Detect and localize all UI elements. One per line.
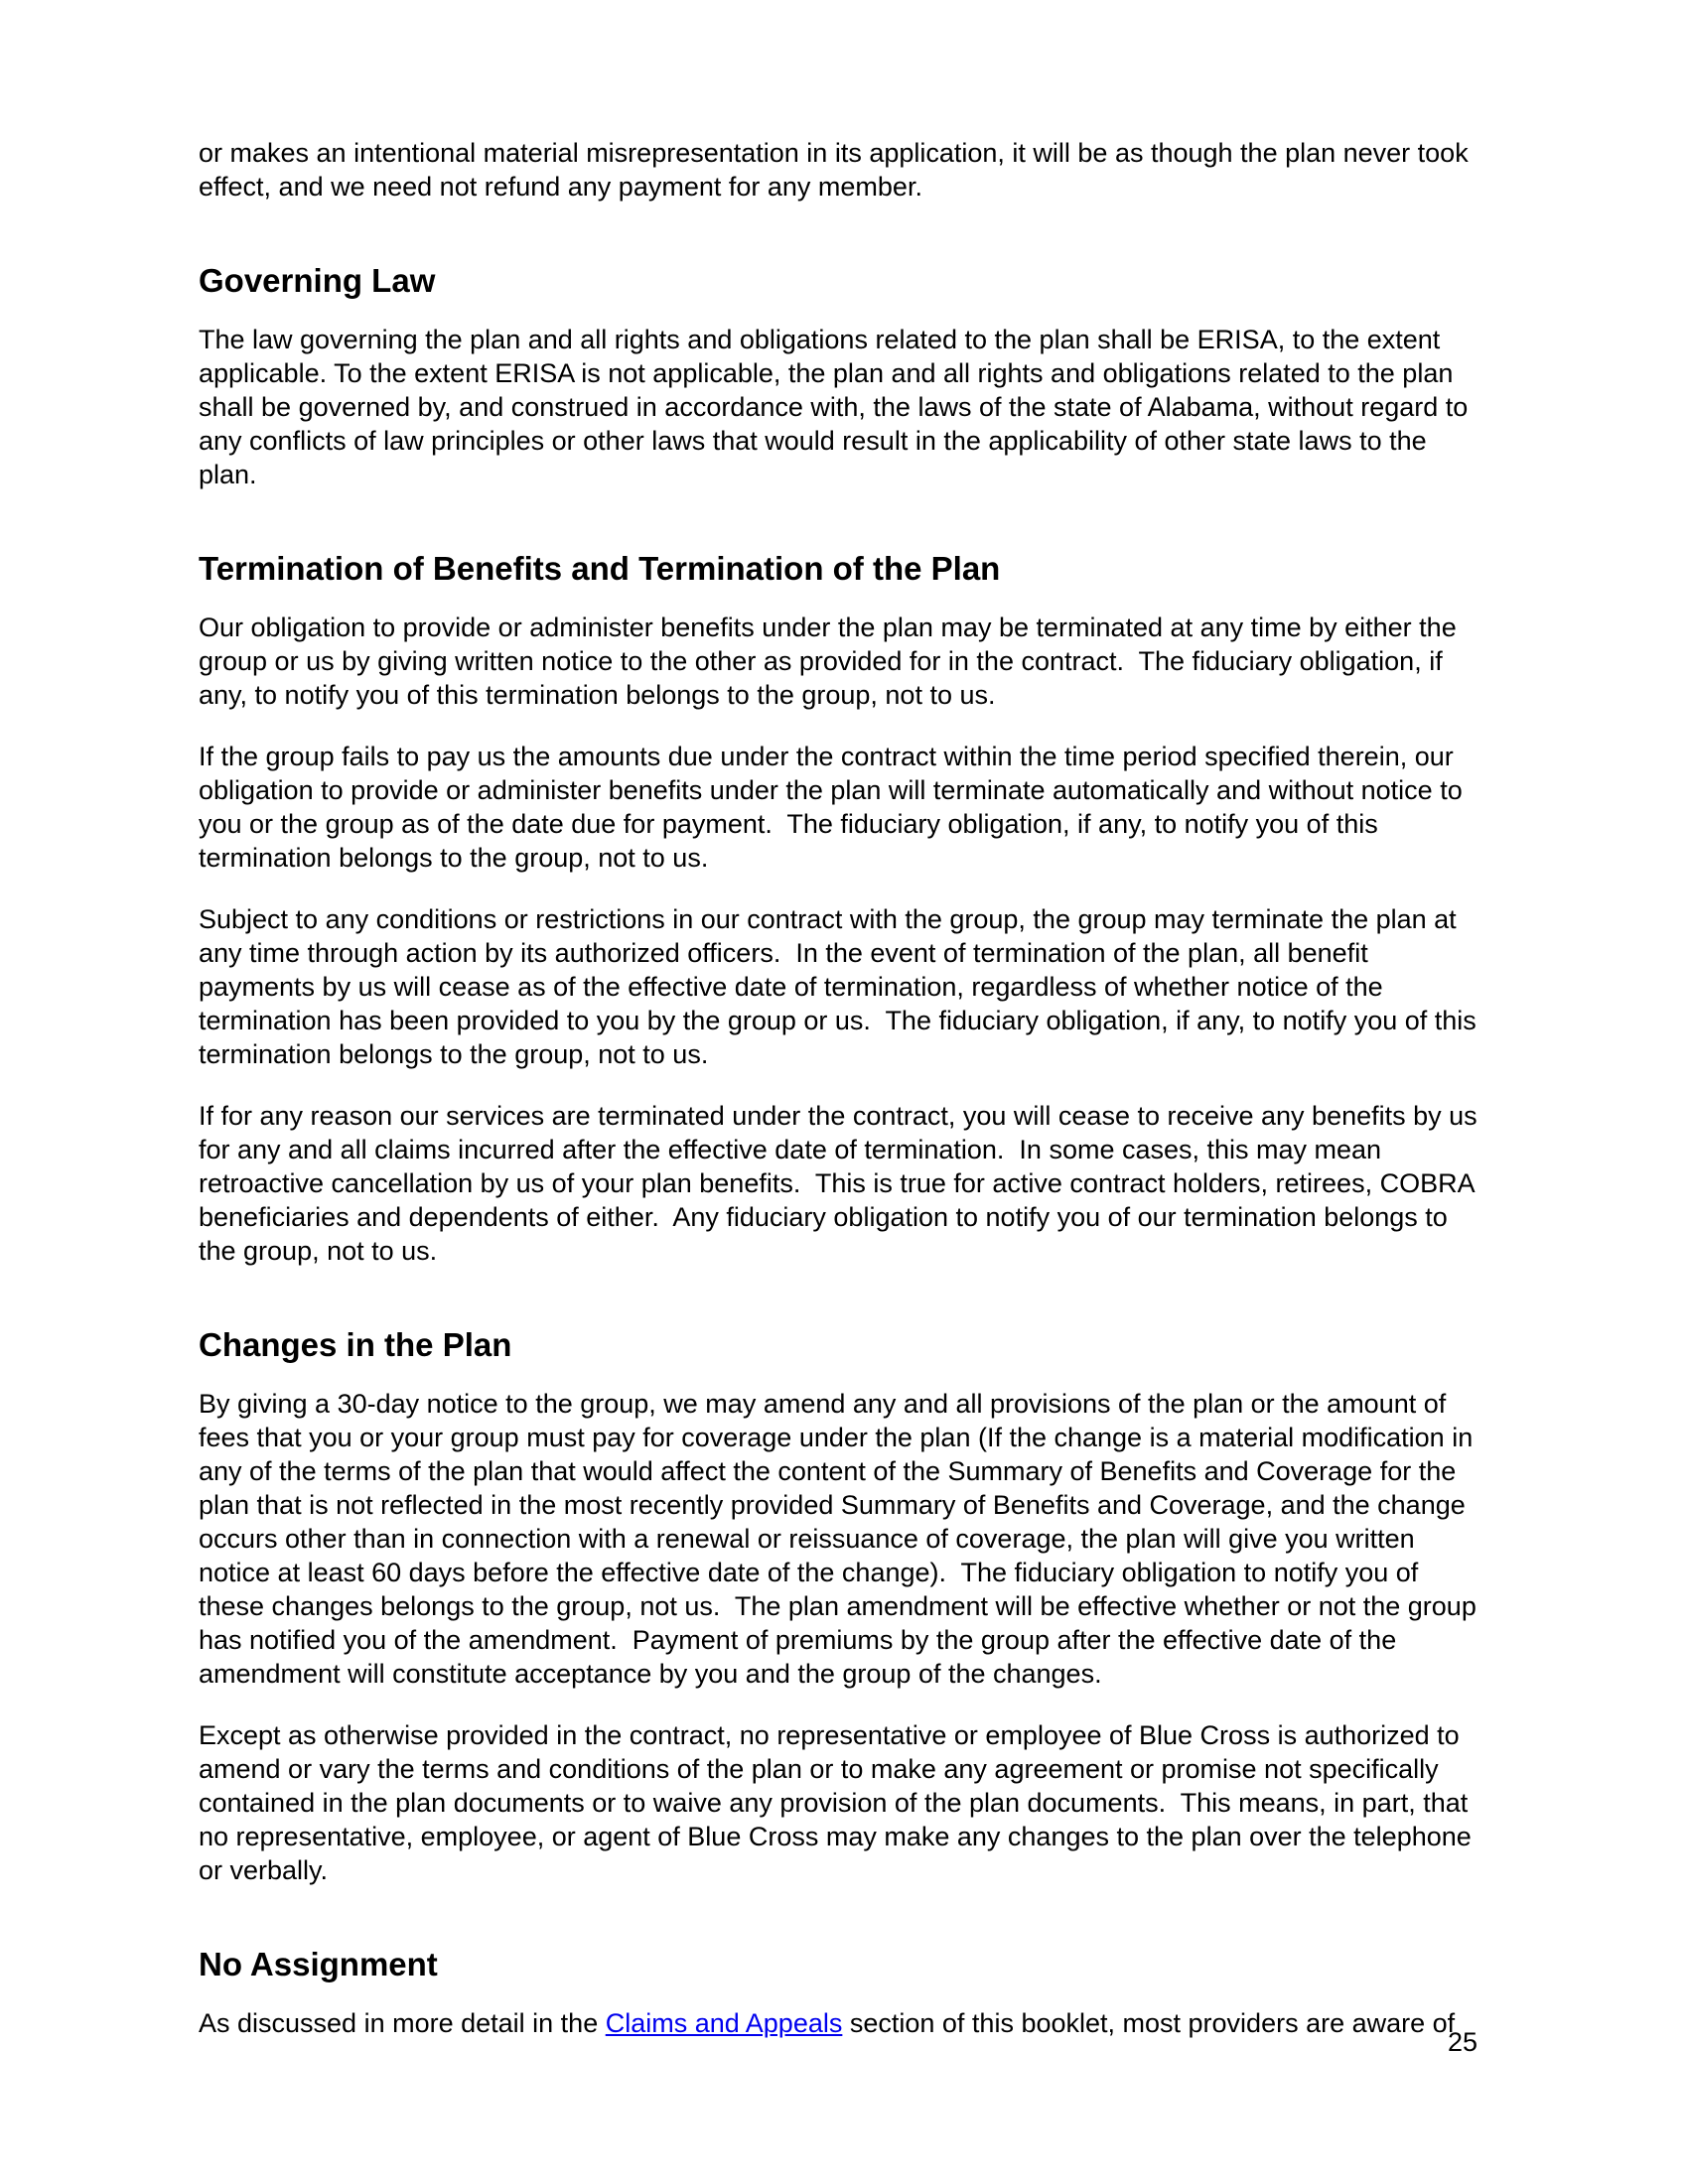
intro-continuation-paragraph: or makes an intentional material misrepresentation in its application, it will be as though the plan never took effect, and we need not refund any payment for any member. [199, 138, 1477, 202]
section-changes-in-plan [199, 1325, 1484, 1887]
termination-paragraph-3: Subject to any conditions or restrictions in our contract with the group, the group may terminate the plan at any time through action by its authorized officers. In the event of termination of the plan, all benefit payments by us will cease as of the effective date of termination, regardless of whether notice of the termination has been provided to you by the group or us. The fiduciary obligation, if any, to notify you of this termination belongs to the group, not to us. [199, 904, 1484, 1069]
changes-paragraph-1: By giving a 30-day notice to the group, we may amend any and all provisions of the plan or the amount of fees that you or your group must pay for coverage under the plan (If the change is a material modification in any of the terms of the plan that would affect the content of the Summary of Benefits and Coverage for the plan that is not reflected in the most recently provided Summary of Benefits and Coverage, and the change occurs other than in connection with a renewal or reissuance of coverage, the plan will give you written notice at least 60 days before the effective date of the change). The fiduciary obligation to notify you of these changes belongs to the group, not us. The plan amendment will be effective whether or not the group has notified you of the amendment. Payment of premiums by the group after the effective date of the amendment will constitute acceptance by you and the group of the changes. [199, 1389, 1484, 1689]
termination-heading: Termination of Benefits and Termination of the Plan [199, 550, 1001, 587]
section-governing-law [199, 261, 1479, 491]
section-no-assignment [199, 1945, 1479, 2040]
section-termination [199, 549, 1485, 1268]
no-assignment-heading: No Assignment [199, 1946, 438, 1982]
claims-and-appeals-link[interactable]: Claims and Appeals [605, 2008, 843, 2038]
no-assignment-text-before-link: As discussed in more detail in the [199, 2008, 606, 2038]
termination-paragraph-4: If for any reason our services are terminated under the contract, you will cease to receive any benefits by us for any and all claims incurred after the effective date of termination. In some cases, this may mean retroactive cancellation by us of your plan benefits. This is true for active contract holders, retirees, COBRA beneficiaries and dependents of either. Any fiduciary obligation to notify you of our termination belongs to the group, not to us. [199, 1101, 1485, 1266]
no-assignment-text-after-link: section of this booklet, most providers are aware of [842, 2008, 1456, 2038]
no-assignment-paragraph [199, 2006, 1479, 2040]
termination-paragraph-2: If the group fails to pay us the amounts due under the contract within the time period specified therein, our obligation to provide or administer benefits under the plan will terminate automatically and without notice to you or the group as of the date due for payment. The fiduciary obligation, if any, to notify you of this termination belongs to the group, not to us. [199, 742, 1471, 873]
termination-paragraph-1: Our obligation to provide or administer benefits under the plan may be terminated at any time by either the group or us by giving written notice to the other as provided for in the contract. The fiduciary obligation, if any, to notify you of this termination belongs to the group, not to us. [199, 613, 1465, 710]
governing-law-heading: Governing Law [199, 262, 436, 299]
changes-in-plan-heading: Changes in the Plan [199, 1326, 512, 1363]
page-number: 25 [1447, 2027, 1477, 2057]
changes-paragraph-2: Except as otherwise provided in the contract, no representative or employee of Blue Cross is authorized to amend or vary the terms and conditions of the plan or to make any agreement or promise not specifically contained in the plan documents or to waive any provision of the plan documents. This means, in part, that no representative, employee, or agent of Blue Cross may make any changes to the plan over the telephone or verbally. [199, 1720, 1479, 1885]
governing-law-paragraph: The law governing the plan and all rights and obligations related to the plan shall be ERISA, to the extent applicable. To the extent ERISA is not applicable, the plan and all rights and obligations related to the plan shall be governed by, and construed in accordance with, the laws of the state of Alabama, without regard to any conflicts of law principles or other laws that would result in the applicability of other state laws to the plan. [199, 325, 1476, 489]
